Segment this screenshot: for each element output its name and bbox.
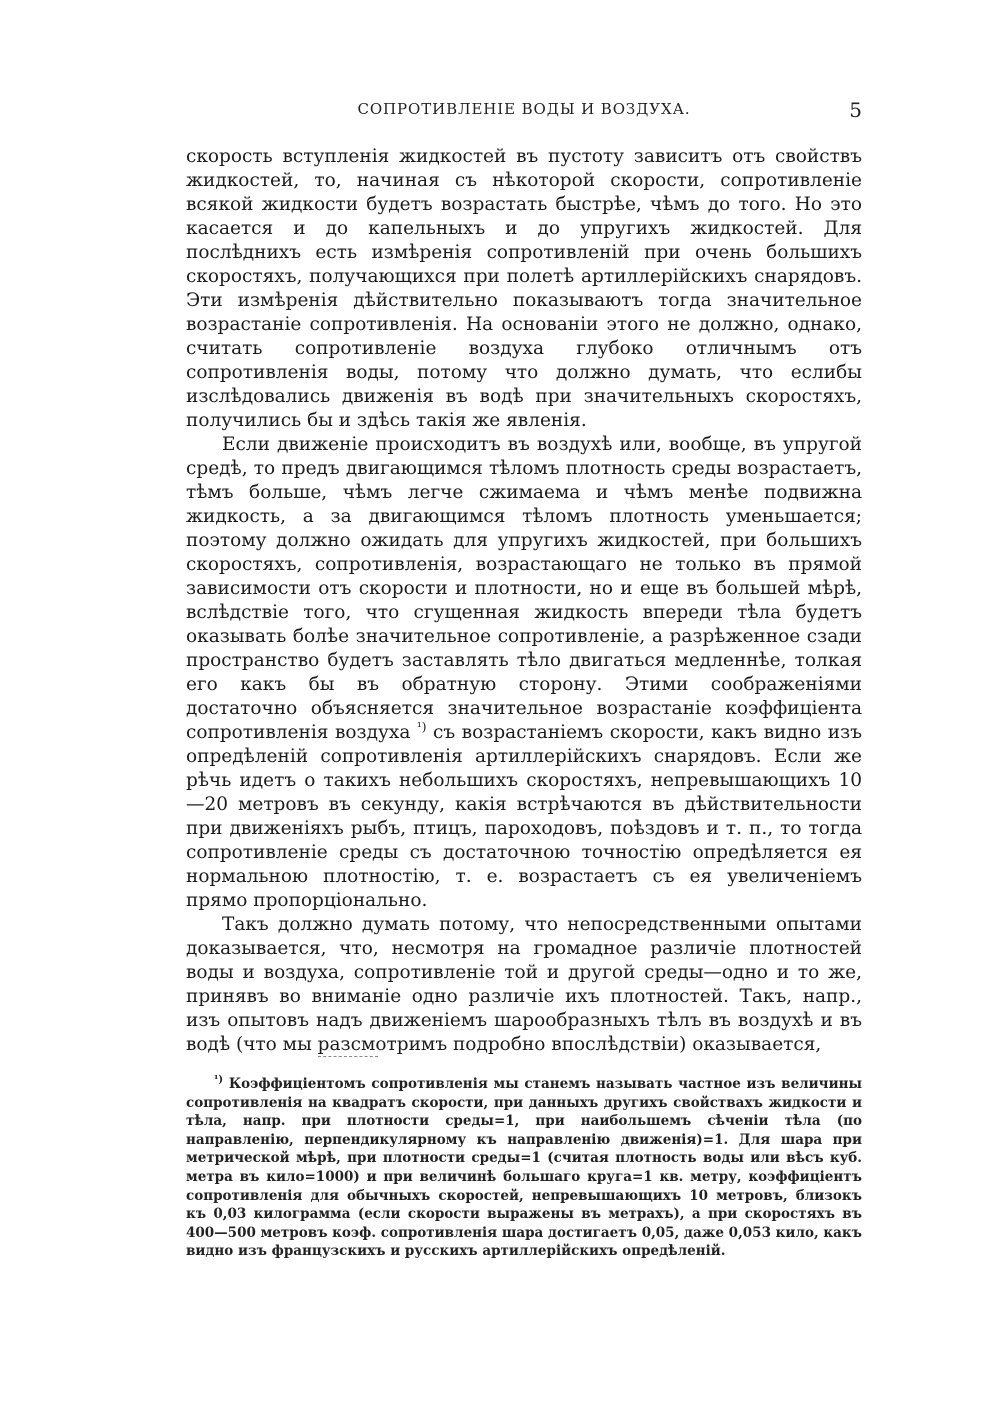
footnote-separator (318, 1056, 378, 1057)
running-title: СОПРОТИВЛЕНІЕ ВОДЫ И ВОЗДУХА. (357, 100, 691, 118)
footnote-paragraph (186, 1075, 862, 1261)
footnote (186, 1075, 862, 1261)
paragraph-2-text-start: Если движеніе происходитъ въ воздухѣ или, вообще, въ упругой средѣ, то предъ двигающимся тѣломъ плотность среды возрастаетъ, тѣмъ больше, чѣмъ легче сжимаема и чѣмъ менѣе подвижна жидкость, а за двигающимся тѣломъ плотность уменьшается; поэтому должно ожидать для упругихъ жидкостей, при большихъ скоростяхъ, сопротивленія, возрастающаго не только въ прямой зависимости отъ скорости и плотности, но и еще въ большей мѣрѣ, вслѣдствіе того, что сгущенная жидкость впереди тѣла будетъ оказывать болѣе значительное сопротивленіе, а разрѣженное сзади пространство будетъ заставлять тѣло двигаться медленнѣе, толкая его какъ бы въ обратную сторону. Этими соображеніями достаточно объясняется значительное возрастаніе коэффиціента сопротивленія воздуха (186, 434, 862, 743)
footnote-reference[interactable]: ¹) (416, 719, 427, 734)
body-text (186, 145, 862, 1057)
paragraph-2-text-end: съ возрастаніемъ скорости, какъ видно изъ опредѣленій сопротивленія артиллерійскихъ снарядовъ. Если же рѣчь идетъ о такихъ небольшихъ скоростяхъ, непревышающихъ 10—20 метровъ въ секунду, какія встрѣчаются въ дѣйствительности при движеніяхъ рыбъ, птицъ, пароходовъ, поѣздовъ и т. п., то тогда сопротивленіе среды съ достаточною точностію опредѣляется ея нормальною плотностію, т. е. возрастаетъ съ ея увеличеніемъ прямо пропорціонально. (186, 722, 862, 911)
paragraph-3: Такъ должно думать потому, что непосредственными опытами доказывается, что, несмотря на громадное различіе плотностей воды и воздуха, сопротивленіе той и другой среды—одно и то же, принявъ во вниманіе одно различіе ихъ плотностей. Такъ, напр., изъ опытовъ надъ движеніемъ шарообразныхъ тѣлъ въ воздухѣ и въ водѣ (что мы разсмотримъ подробно впослѣдствіи) оказывается, (186, 914, 862, 1055)
footnote-text: Коэффиціентомъ сопротивленія мы станемъ называть частное изъ величины сопротивленія на квадратъ скорости, при данныхъ другихъ свойствахъ жидкости и тѣла, напр. при плотности среды=1, при наибольшемъ сѣченіи тѣла (по направленію, перпендикулярному къ направленію движенія)=1. Для шара при метрической мѣрѣ, при плотности среды=1 (считая плотность воды или вѣсъ куб. метра въ кило=1000) и при величинѣ большаго круга=1 кв. метру, коэффиціентъ сопротивленія для обычныхъ скоростей, непревышающихъ 10 метровъ, близокъ къ 0,03 килограмма (если скорости выражены въ метрахъ), а при скоростяхъ въ 400—500 метровъ коэф. сопротивленія шара достигаетъ 0,05, даже 0,053 кило, какъ видно изъ французскихъ и русскихъ артиллерійскихъ опредѣленій. (186, 1076, 862, 1260)
page-number: 5 (849, 98, 862, 122)
page-header (186, 100, 862, 126)
paragraph-2 (186, 433, 862, 913)
paragraph-1: скорость вступленія жидкостей въ пустоту зависитъ отъ свойствъ жидкостей, то, начиная съ нѣкоторой скорости, сопротивленіе всякой жидкости будетъ возрастать быстрѣе, чѣмъ до того. Но это касается и до капельныхъ и до упругихъ жидкостей. Для послѣднихъ есть измѣренія сопротивленій при очень большихъ скоростяхъ, получающихся при полетѣ артиллерійскихъ снарядовъ. Эти измѣренія дѣйствительно показываютъ тогда значительное возрастаніе сопротивленія. На основаніи этого не должно, однако, считать сопротивленіе воздуха глубоко отличнымъ отъ сопротивленія воды, потому что должно думать, что еслибы изслѣдовались движенія въ водѣ при значительныхъ скоростяхъ, получились бы и здѣсь такія же явленія. (186, 146, 862, 431)
footnote-mark: ¹) (214, 1074, 224, 1086)
